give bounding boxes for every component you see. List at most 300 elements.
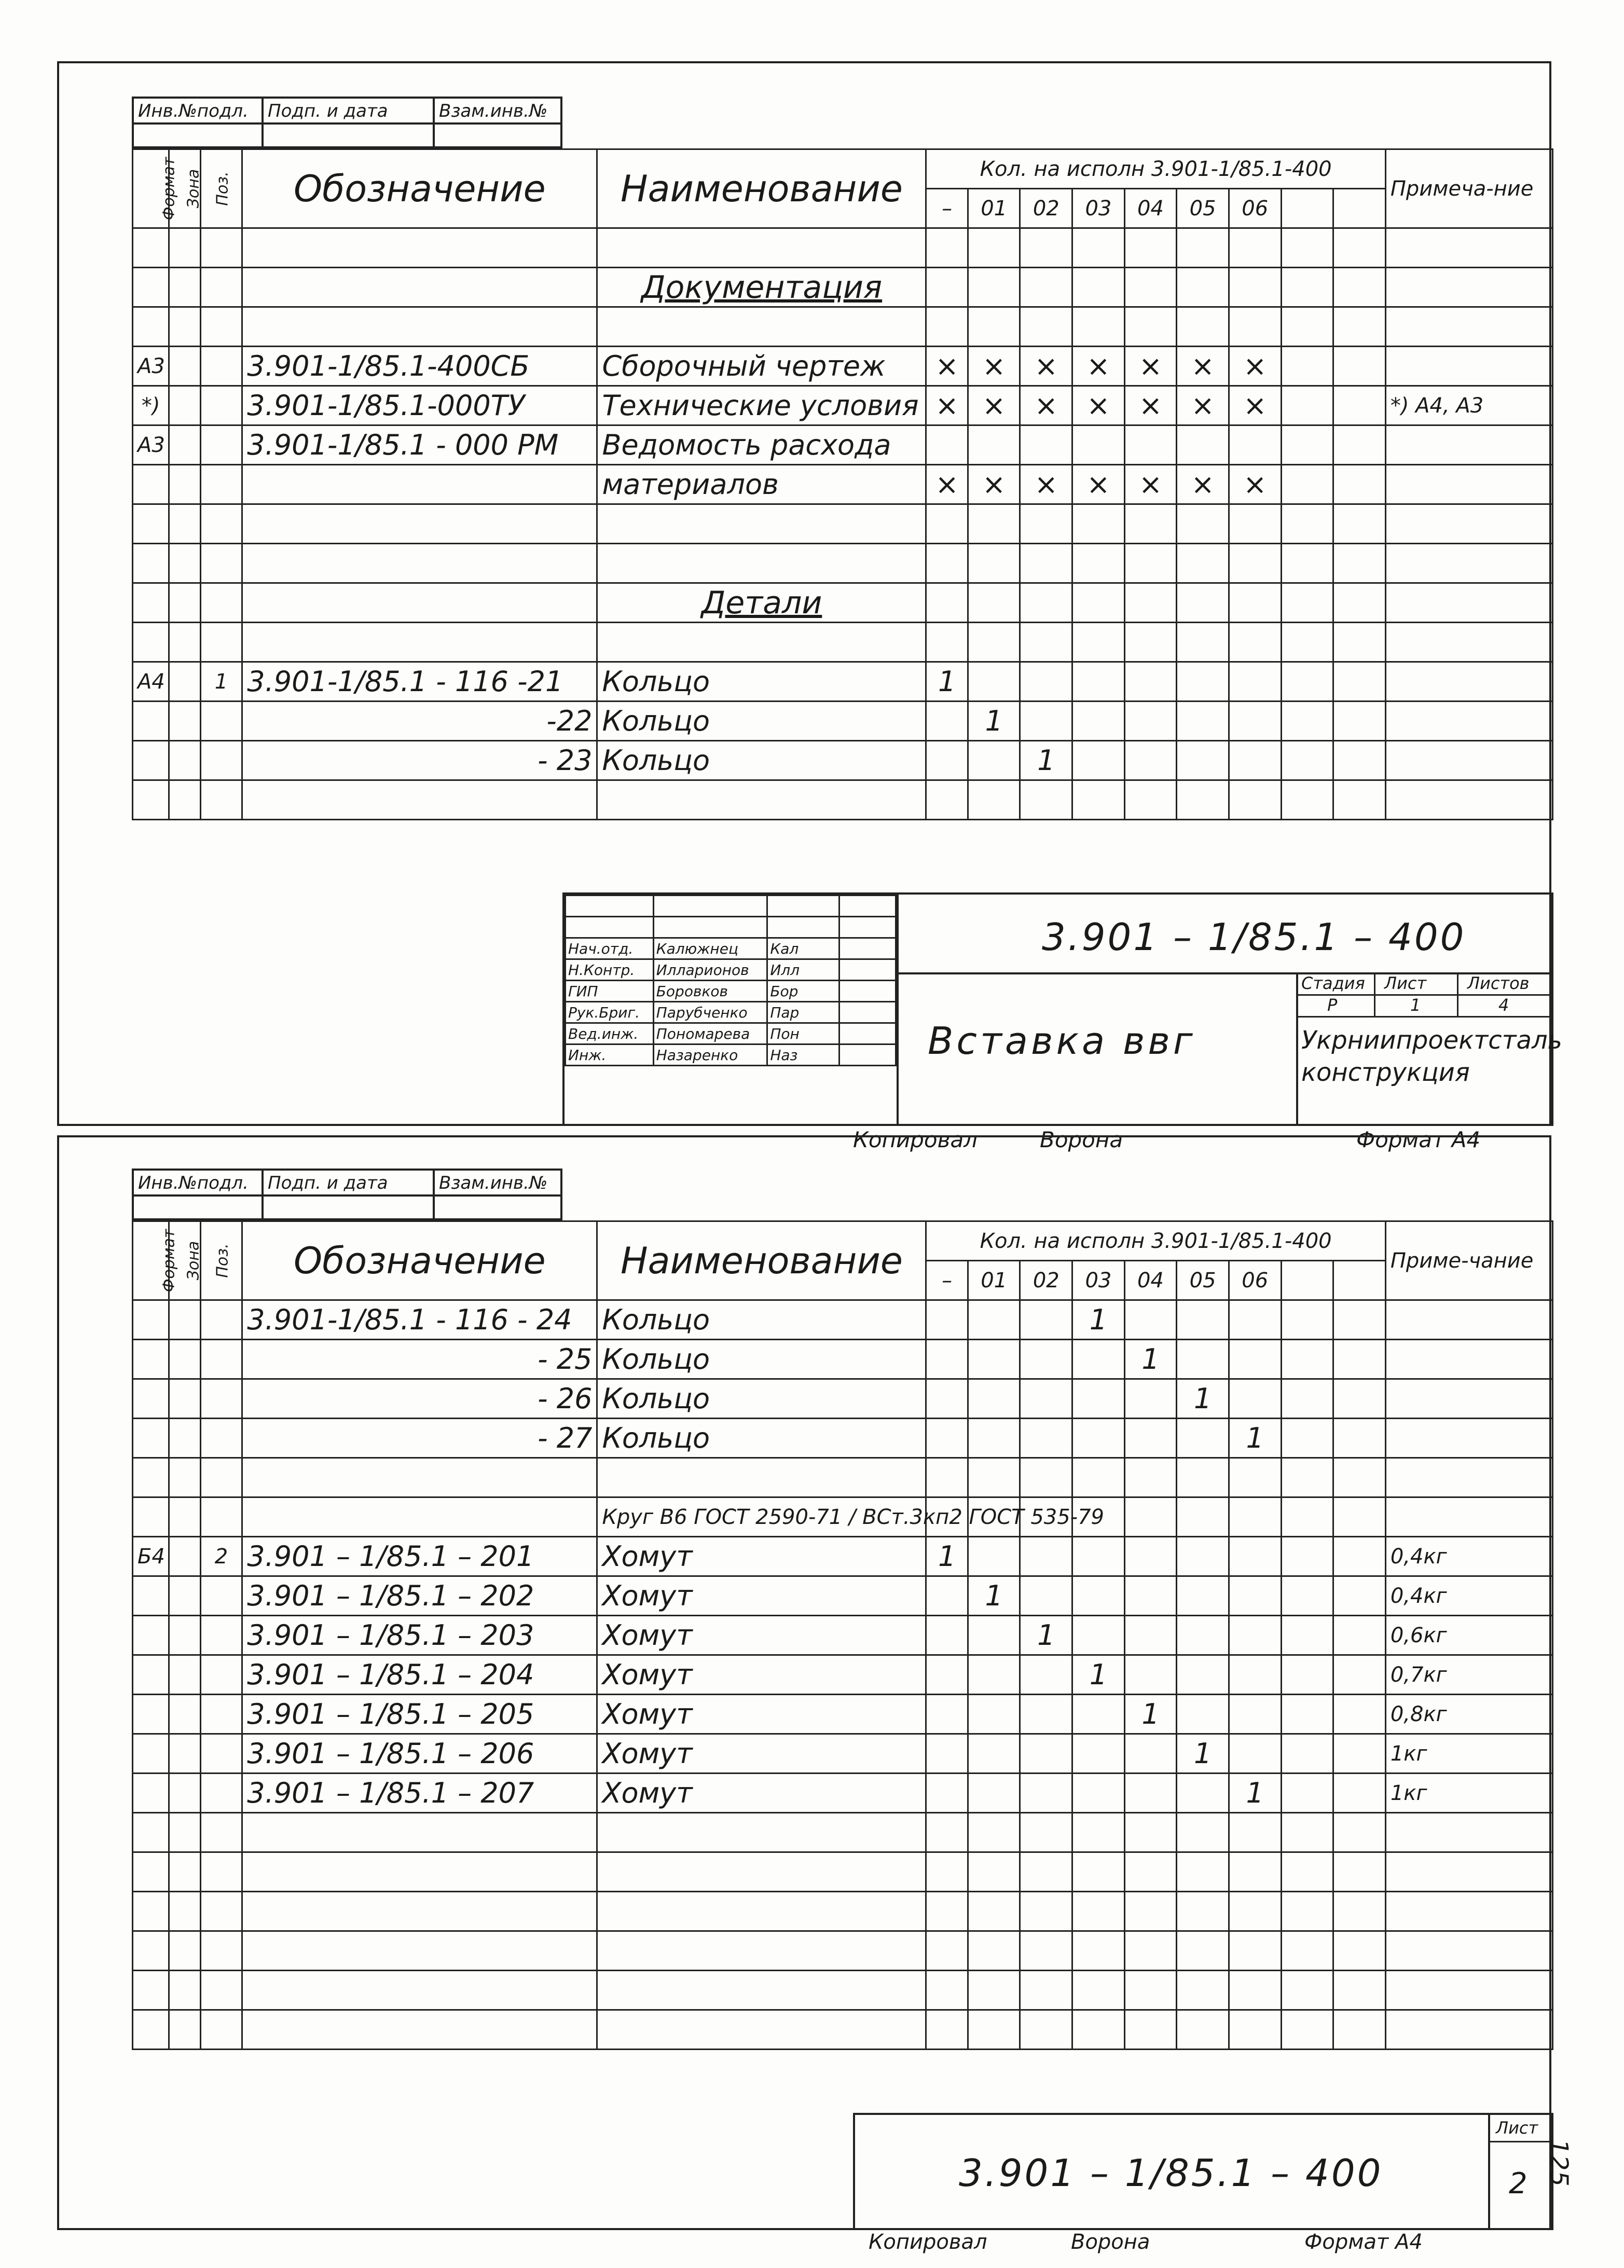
signer-name: Пономарева [653, 1023, 767, 1044]
cell-qty-exec [1177, 1576, 1229, 1616]
cell-qty-exec: × [926, 465, 968, 504]
cell-naimenovanie: Хомут [597, 1655, 926, 1695]
empty-cell [1281, 1734, 1333, 1774]
empty-cell [1333, 662, 1386, 702]
empty-cell [1281, 1458, 1333, 1497]
signer-role: Рук.Бриг. [566, 1002, 654, 1023]
empty-cell [1072, 268, 1125, 307]
col-primechanie-header: Приме-чание [1385, 1221, 1552, 1300]
empty-cell [133, 1931, 169, 1971]
table-row [133, 662, 1553, 702]
col-format-header: Формат [133, 1221, 169, 1300]
signer-date [839, 1023, 896, 1044]
cell-zona [169, 702, 200, 741]
cell-qty-exec [968, 1537, 1020, 1576]
cell-naimenovanie: Технические условия [597, 386, 926, 425]
empty-cell [1333, 465, 1386, 504]
cell-qty-exec [1229, 1300, 1281, 1340]
signer-sign: Илл [767, 959, 839, 981]
empty-cell [1281, 1616, 1333, 1655]
stamp-right-hline-2 [1296, 1016, 1551, 1018]
cell-qty-exec [968, 1458, 1020, 1497]
cell-oboznachenie: 3.901 – 1/85.1 – 205 [242, 1695, 597, 1734]
table-row [133, 1537, 1553, 1576]
cell-qty-exec [1124, 1576, 1177, 1616]
cell-qty-exec: 1 [968, 702, 1020, 741]
cell-naimenovanie: Кольцо [597, 1379, 926, 1419]
empty-cell [1333, 347, 1386, 386]
empty-cell [200, 307, 242, 347]
empty-cell [133, 1813, 169, 1852]
empty-row [133, 1931, 1553, 1971]
cell-format [133, 1695, 169, 1734]
cell-zona [169, 465, 200, 504]
empty-cell [169, 623, 200, 662]
cell-primechanie: 0,6кг [1385, 1616, 1552, 1655]
cell-qty-exec [926, 741, 968, 780]
empty-cell [1020, 1931, 1072, 1971]
empty-cell [1385, 780, 1552, 820]
signer-date [839, 959, 896, 981]
empty-cell [1385, 228, 1552, 268]
cell-primechanie [1385, 1419, 1552, 1458]
stamp-vline [897, 895, 899, 1124]
empty-cell [926, 504, 968, 544]
stamp-list-vline [1488, 2115, 1490, 2228]
cell-zona [169, 1419, 200, 1458]
empty-cell [1020, 1892, 1072, 1931]
col-oboznachenie-header: Обозначение [242, 149, 597, 228]
cell-qty-exec [1020, 1419, 1072, 1458]
cell-qty-exec [926, 1419, 968, 1458]
cell-naimenovanie: Хомут [597, 1734, 926, 1774]
empty-cell [133, 544, 169, 583]
empty-cell [653, 896, 767, 917]
cell-oboznachenie: - 25 [242, 1340, 597, 1379]
cell-poz [200, 386, 242, 425]
table-row [133, 386, 1553, 425]
cell-qty-exec: 1 [1177, 1379, 1229, 1419]
signer-sign: Бор [767, 981, 839, 1002]
empty-cell [200, 228, 242, 268]
empty-cell [767, 917, 839, 938]
cell-qty-exec [968, 741, 1020, 780]
cell-qty-exec [1072, 1695, 1125, 1734]
empty-row [133, 1852, 1553, 1892]
col-zona-header: Зона [169, 1221, 200, 1300]
empty-cell [1333, 1695, 1386, 1734]
exec-col [1281, 1261, 1333, 1300]
empty-cell [169, 1852, 200, 1892]
cell-zona [169, 741, 200, 780]
listov-label: Листов [1467, 973, 1530, 993]
empty-cell [200, 1892, 242, 1931]
cell-primechanie [1385, 465, 1552, 504]
cell-format: А3 [133, 425, 169, 465]
cell-qty-exec: × [1072, 465, 1125, 504]
cell-poz [200, 1774, 242, 1813]
exec-col: 01 [968, 1261, 1020, 1300]
cell-zona [169, 662, 200, 702]
empty-cell [926, 1892, 968, 1931]
table-header-row [133, 149, 1553, 189]
cell-qty-exec [1124, 1458, 1177, 1497]
cell-qty-exec: × [926, 386, 968, 425]
cell-qty-exec [1072, 425, 1125, 465]
list-value: 2 [1509, 2167, 1530, 2201]
cell-qty-exec [1177, 1419, 1229, 1458]
cell-zona [169, 1379, 200, 1419]
cell-primechanie [1385, 1379, 1552, 1419]
empty-cell [1333, 228, 1386, 268]
table-row [133, 1616, 1553, 1655]
cell-zona [169, 1774, 200, 1813]
empty-cell [1020, 544, 1072, 583]
cell-oboznachenie: -22 [242, 702, 597, 741]
empty-cell [1385, 623, 1552, 662]
empty-cell [1177, 1971, 1229, 2010]
empty-cell [1281, 1931, 1333, 1971]
empty-cell [242, 268, 597, 307]
cell-poz [200, 1576, 242, 1616]
empty-cell [1124, 228, 1177, 268]
cell-qty-exec [926, 1300, 968, 1340]
empty-cell [169, 1931, 200, 1971]
cell-zona [169, 1300, 200, 1340]
empty-cell [1281, 268, 1333, 307]
cell-qty-exec: × [968, 465, 1020, 504]
cell-zona [169, 1616, 200, 1655]
cell-naimenovanie: Ведомость расхода [597, 425, 926, 465]
cell-qty-exec [968, 1340, 1020, 1379]
signatures-table [565, 895, 897, 1066]
empty-cell [968, 1813, 1020, 1852]
cell-qty-exec: 1 [1177, 1734, 1229, 1774]
empty-cell [1229, 1852, 1281, 1892]
empty-cell [169, 1971, 200, 2010]
empty-cell [133, 583, 169, 623]
empty-cell [597, 1813, 926, 1852]
empty-cell [926, 544, 968, 583]
cell-oboznachenie: 3.901-1/85.1-400СБ [242, 347, 597, 386]
cell-poz [200, 1734, 242, 1774]
empty-cell [597, 1852, 926, 1892]
exec-col [1333, 1261, 1386, 1300]
empty-cell [200, 268, 242, 307]
empty-cell [1333, 1971, 1386, 2010]
exec-col: 05 [1177, 1261, 1229, 1300]
document-designation: 3.901 – 1/85.1 – 400 [959, 2151, 1383, 2195]
cell-qty-exec [1020, 1695, 1072, 1734]
cell-qty-exec [1177, 741, 1229, 780]
cell-qty-exec: × [1020, 347, 1072, 386]
cell-poz [200, 1655, 242, 1695]
empty-cell [1385, 504, 1552, 544]
cell-qty-exec [968, 1774, 1020, 1813]
footer-kopiroval-name: Ворона [1071, 2230, 1150, 2254]
cell-qty-exec: × [968, 386, 1020, 425]
empty-cell [1229, 1813, 1281, 1852]
cell-qty-exec: 1 [1020, 741, 1072, 780]
empty-cell [242, 623, 597, 662]
empty-cell [200, 1852, 242, 1892]
empty-cell [1020, 583, 1072, 623]
list-value: 1 [1410, 995, 1421, 1015]
empty-cell [926, 583, 968, 623]
empty-cell [1281, 741, 1333, 780]
signer-sign: Наз [767, 1044, 839, 1066]
empty-cell [597, 1971, 926, 2010]
empty-cell [1333, 623, 1386, 662]
podp-data-label: Подп. и дата [264, 99, 435, 146]
empty-cell [968, 1971, 1020, 2010]
cell-qty-exec [1229, 1537, 1281, 1576]
cell-zona [169, 1497, 200, 1537]
table-row [133, 702, 1553, 741]
empty-cell [200, 1813, 242, 1852]
empty-cell [597, 623, 926, 662]
cell-qty-exec [1229, 1497, 1281, 1537]
signature-row [566, 1002, 896, 1023]
empty-cell [1281, 1655, 1333, 1695]
cell-qty-exec [1020, 662, 1072, 702]
empty-cell [926, 1852, 968, 1892]
section-row [133, 583, 1553, 623]
cell-qty-exec [968, 1734, 1020, 1774]
empty-cell [1177, 504, 1229, 544]
cell-oboznachenie: - 27 [242, 1419, 597, 1458]
col-poz-header: Поз. [200, 1221, 242, 1300]
cell-format [133, 1379, 169, 1419]
cell-format [133, 1616, 169, 1655]
cell-qty-exec: 1 [968, 1576, 1020, 1616]
podp-data-label: Подп. и дата [264, 1171, 435, 1218]
cell-format: А4 [133, 662, 169, 702]
cell-qty-exec [1072, 702, 1125, 741]
empty-row [133, 780, 1553, 820]
cell-qty-exec: 1 [1020, 1616, 1072, 1655]
signer-name: Илларионов [653, 959, 767, 981]
empty-cell [968, 1852, 1020, 1892]
cell-qty-exec [1020, 702, 1072, 741]
empty-cell [566, 896, 654, 917]
signature-row [566, 1044, 896, 1066]
cell-qty-exec [1177, 1340, 1229, 1379]
empty-cell [1281, 386, 1333, 425]
empty-cell [1020, 780, 1072, 820]
exec-col: 06 [1229, 189, 1281, 228]
empty-cell [839, 896, 896, 917]
empty-cell [926, 268, 968, 307]
cell-qty-exec: 1 [1229, 1419, 1281, 1458]
empty-cell [1281, 623, 1333, 662]
empty-cell [1177, 623, 1229, 662]
empty-cell [1072, 780, 1125, 820]
cell-qty-exec [1020, 1340, 1072, 1379]
empty-cell [1333, 780, 1386, 820]
cell-qty-exec [968, 1379, 1020, 1419]
exec-col: – [926, 1261, 968, 1300]
exec-col: 03 [1072, 189, 1125, 228]
cell-zona [169, 1340, 200, 1379]
list-label: Лист [1496, 2118, 1538, 2138]
empty-cell [242, 1971, 597, 2010]
empty-cell [242, 583, 597, 623]
document-designation: 3.901 – 1/85.1 – 400 [1042, 915, 1466, 959]
table-row [133, 1655, 1553, 1695]
cell-qty-exec [1229, 662, 1281, 702]
empty-cell [1333, 268, 1386, 307]
empty-cell [200, 780, 242, 820]
cell-qty-exec [1020, 1734, 1072, 1774]
stamp-cell-div-2 [1457, 972, 1458, 1016]
table-row [133, 1340, 1553, 1379]
cell-poz: 1 [200, 662, 242, 702]
empty-cell [242, 2010, 597, 2050]
cell-qty-exec [968, 1695, 1020, 1734]
cell-qty-exec: 1 [926, 1537, 968, 1576]
cell-format [133, 702, 169, 741]
empty-cell [597, 544, 926, 583]
cell-qty-exec [926, 1576, 968, 1616]
empty-cell [1333, 1774, 1386, 1813]
cell-poz [200, 1379, 242, 1419]
col-kol-header: Кол. на исполн 3.901-1/85.1-400 [926, 149, 1385, 189]
empty-cell [1281, 1852, 1333, 1892]
cell-poz [200, 1497, 242, 1537]
cell-oboznachenie: 3.901-1/85.1 - 000 РМ [242, 425, 597, 465]
title-block-stamp [562, 892, 1562, 1126]
cell-poz [200, 1695, 242, 1734]
empty-cell [1072, 1852, 1125, 1892]
empty-cell [1281, 1892, 1333, 1931]
empty-row [133, 504, 1553, 544]
empty-cell [1124, 1813, 1177, 1852]
list-label: Лист [1384, 973, 1427, 993]
empty-cell [1385, 1892, 1552, 1931]
col-primechanie-header: Примеча-ние [1385, 149, 1552, 228]
cell-format: Б4 [133, 1537, 169, 1576]
exec-col: 01 [968, 189, 1020, 228]
cell-oboznachenie: 3.901 – 1/85.1 – 201 [242, 1537, 597, 1576]
empty-cell [1385, 1931, 1552, 1971]
empty-cell [1333, 1537, 1386, 1576]
cell-qty-exec [1124, 1419, 1177, 1458]
cell-qty-exec [1124, 1616, 1177, 1655]
footer-kopiroval: Копировал [869, 2230, 987, 2254]
spec-sheet-2 [57, 1135, 1551, 2254]
cell-naimenovanie: Кольцо [597, 1300, 926, 1340]
empty-cell [1229, 307, 1281, 347]
empty-cell [1385, 583, 1552, 623]
empty-cell [968, 1931, 1020, 1971]
footer-kopiroval: Копировал [853, 1127, 978, 1152]
cell-naimenovanie: Кольцо [597, 741, 926, 780]
empty-cell [1229, 1931, 1281, 1971]
empty-cell [968, 228, 1020, 268]
cell-qty-exec [926, 1655, 968, 1695]
empty-cell [1333, 1734, 1386, 1774]
cell-format [133, 1734, 169, 1774]
empty-cell [133, 1971, 169, 2010]
empty-cell [926, 780, 968, 820]
cell-qty-exec [1124, 741, 1177, 780]
table-row [133, 741, 1553, 780]
cell-qty-exec [1229, 1655, 1281, 1695]
cell-zona [169, 1655, 200, 1695]
cell-qty-exec [1124, 1497, 1177, 1537]
empty-row [133, 307, 1553, 347]
empty-cell [1281, 1537, 1333, 1576]
empty-cell [1385, 268, 1552, 307]
empty-cell [1072, 1931, 1125, 1971]
cell-qty-exec [1177, 1458, 1229, 1497]
cell-primechanie [1385, 425, 1552, 465]
empty-row [133, 2010, 1553, 2050]
empty-cell [1333, 1458, 1386, 1497]
cell-qty-exec [1072, 1419, 1125, 1458]
empty-cell [1333, 583, 1386, 623]
title-block-stamp-small [853, 2113, 1553, 2230]
empty-cell [1281, 1695, 1333, 1734]
table-row [133, 1458, 1553, 1497]
signer-sign: Пон [767, 1023, 839, 1044]
col-kol-header: Кол. на исполн 3.901-1/85.1-400 [926, 1221, 1385, 1261]
cell-primechanie [1385, 741, 1552, 780]
empty-cell [1229, 504, 1281, 544]
exec-col: 04 [1124, 189, 1177, 228]
cell-qty-exec [1124, 702, 1177, 741]
cell-format [133, 1300, 169, 1340]
cell-format [133, 1655, 169, 1695]
cell-qty-exec [1177, 1655, 1229, 1695]
empty-cell [1281, 347, 1333, 386]
signer-name: Боровков [653, 981, 767, 1002]
cell-qty-exec [968, 1655, 1020, 1695]
empty-cell [1229, 268, 1281, 307]
empty-cell [169, 780, 200, 820]
table-header-row [133, 1221, 1553, 1261]
empty-cell [169, 504, 200, 544]
empty-cell [1072, 1971, 1125, 2010]
empty-cell [1281, 504, 1333, 544]
empty-cell [1333, 1616, 1386, 1655]
cell-format [133, 1774, 169, 1813]
empty-cell [200, 2010, 242, 2050]
cell-poz [200, 425, 242, 465]
empty-cell [1124, 1852, 1177, 1892]
empty-cell [968, 544, 1020, 583]
empty-cell [926, 623, 968, 662]
cell-poz: 2 [200, 1537, 242, 1576]
empty-cell [1072, 583, 1125, 623]
cell-qty-exec [1020, 1576, 1072, 1616]
stamp-list-hline [1488, 2141, 1551, 2142]
empty-cell [1281, 1813, 1333, 1852]
cell-oboznachenie: - 23 [242, 741, 597, 780]
stadiya-value: Р [1327, 995, 1338, 1015]
empty-cell [242, 504, 597, 544]
cell-primechanie [1385, 347, 1552, 386]
listov-value: 4 [1498, 995, 1509, 1015]
cell-qty-exec [1229, 425, 1281, 465]
cell-primechanie [1385, 702, 1552, 741]
page-number: 125 [1544, 2139, 1573, 2187]
inv-podl-label: Инв.№подл. [134, 99, 264, 146]
empty-cell [242, 1892, 597, 1931]
cell-oboznachenie: 3.901-1/85.1 - 116 - 24 [242, 1300, 597, 1340]
empty-cell [1124, 1892, 1177, 1931]
